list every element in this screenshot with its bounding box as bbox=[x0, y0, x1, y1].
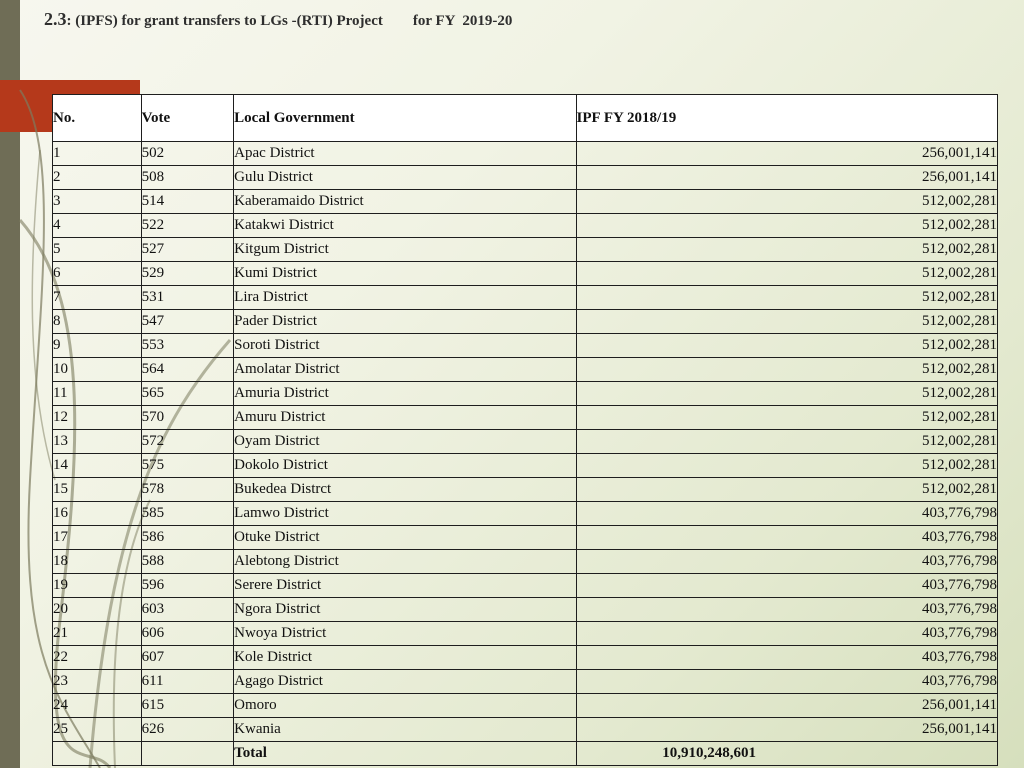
row-ipf-value: 256,001,141 bbox=[576, 694, 997, 718]
row-local-government: Amuru District bbox=[234, 406, 576, 430]
row-vote: 502 bbox=[141, 142, 234, 166]
row-ipf-value: 512,002,281 bbox=[576, 238, 997, 262]
table-row bbox=[53, 382, 998, 406]
table-row bbox=[53, 550, 998, 574]
row-no: 20 bbox=[53, 598, 142, 622]
table-row bbox=[53, 214, 998, 238]
row-no: 21 bbox=[53, 622, 142, 646]
table-row bbox=[53, 454, 998, 478]
row-ipf-value: 403,776,798 bbox=[576, 598, 997, 622]
row-no: 22 bbox=[53, 646, 142, 670]
row-vote: 575 bbox=[141, 454, 234, 478]
table-row bbox=[53, 622, 998, 646]
row-vote: 572 bbox=[141, 430, 234, 454]
row-ipf-value: 403,776,798 bbox=[576, 646, 997, 670]
row-local-government: Nwoya District bbox=[234, 622, 576, 646]
row-no: 8 bbox=[53, 310, 142, 334]
row-ipf-value: 512,002,281 bbox=[576, 310, 997, 334]
header-local-government: Local Government bbox=[234, 95, 576, 142]
row-local-government: Kwania bbox=[234, 718, 576, 742]
row-no: 23 bbox=[53, 670, 142, 694]
row-ipf-value: 512,002,281 bbox=[576, 286, 997, 310]
row-vote: 611 bbox=[141, 670, 234, 694]
row-no: 2 bbox=[53, 166, 142, 190]
row-local-government: Kumi District bbox=[234, 262, 576, 286]
row-vote: 529 bbox=[141, 262, 234, 286]
row-vote: 606 bbox=[141, 622, 234, 646]
table-row bbox=[53, 718, 998, 742]
row-vote: 547 bbox=[141, 310, 234, 334]
row-no: 4 bbox=[53, 214, 142, 238]
row-no: 18 bbox=[53, 550, 142, 574]
header-no: No. bbox=[53, 95, 142, 142]
row-no: 13 bbox=[53, 430, 142, 454]
row-ipf-value: 256,001,141 bbox=[576, 166, 997, 190]
row-vote: 527 bbox=[141, 238, 234, 262]
row-vote: 553 bbox=[141, 334, 234, 358]
row-no: 11 bbox=[53, 382, 142, 406]
row-ipf-value: 512,002,281 bbox=[576, 262, 997, 286]
row-no: 14 bbox=[53, 454, 142, 478]
row-local-government: Gulu District bbox=[234, 166, 576, 190]
table-row bbox=[53, 670, 998, 694]
total-value: 10,910,248,601 bbox=[576, 742, 997, 766]
title-text: : (IPFS) for grant transfers to LGs -(RTI) Project bbox=[66, 13, 383, 29]
table-row bbox=[53, 238, 998, 262]
table-row bbox=[53, 694, 998, 718]
row-ipf-value: 512,002,281 bbox=[576, 334, 997, 358]
row-no: 17 bbox=[53, 526, 142, 550]
row-local-government: Dokolo District bbox=[234, 454, 576, 478]
row-ipf-value: 403,776,798 bbox=[576, 574, 997, 598]
row-no: 1 bbox=[53, 142, 142, 166]
table-row bbox=[53, 430, 998, 454]
ipf-table bbox=[52, 94, 998, 766]
row-local-government: Katakwi District bbox=[234, 214, 576, 238]
row-vote: 615 bbox=[141, 694, 234, 718]
row-local-government: Pader District bbox=[234, 310, 576, 334]
row-vote: 508 bbox=[141, 166, 234, 190]
row-ipf-value: 512,002,281 bbox=[576, 214, 997, 238]
title-fiscal-year: for FY 2019-20 bbox=[412, 13, 513, 29]
row-local-government: Agago District bbox=[234, 670, 576, 694]
table-row bbox=[53, 262, 998, 286]
row-no: 15 bbox=[53, 478, 142, 502]
header-vote: Vote bbox=[141, 95, 234, 142]
row-no: 16 bbox=[53, 502, 142, 526]
row-ipf-value: 512,002,281 bbox=[576, 454, 997, 478]
row-ipf-value: 403,776,798 bbox=[576, 670, 997, 694]
row-vote: 588 bbox=[141, 550, 234, 574]
row-local-government: Alebtong District bbox=[234, 550, 576, 574]
row-local-government: Oyam District bbox=[234, 430, 576, 454]
row-vote: 585 bbox=[141, 502, 234, 526]
row-ipf-value: 256,001,141 bbox=[576, 142, 997, 166]
row-local-government: Otuke District bbox=[234, 526, 576, 550]
table-row bbox=[53, 142, 998, 166]
row-local-government: Lamwo District bbox=[234, 502, 576, 526]
row-no: 7 bbox=[53, 286, 142, 310]
row-local-government: Amolatar District bbox=[234, 358, 576, 382]
total-empty-no bbox=[53, 742, 142, 766]
row-local-government: Ngora District bbox=[234, 598, 576, 622]
table-row bbox=[53, 478, 998, 502]
row-local-government: Omoro bbox=[234, 694, 576, 718]
row-local-government: Apac District bbox=[234, 142, 576, 166]
table-row bbox=[53, 358, 998, 382]
row-local-government: Kaberamaido District bbox=[234, 190, 576, 214]
row-vote: 522 bbox=[141, 214, 234, 238]
row-vote: 578 bbox=[141, 478, 234, 502]
row-no: 12 bbox=[53, 406, 142, 430]
row-ipf-value: 512,002,281 bbox=[576, 358, 997, 382]
total-label: Total bbox=[234, 742, 576, 766]
row-vote: 570 bbox=[141, 406, 234, 430]
table-row bbox=[53, 574, 998, 598]
table-row bbox=[53, 334, 998, 358]
table-row bbox=[53, 406, 998, 430]
row-ipf-value: 403,776,798 bbox=[576, 502, 997, 526]
row-vote: 626 bbox=[141, 718, 234, 742]
title-number: 2.3 bbox=[44, 9, 67, 29]
table-row bbox=[53, 166, 998, 190]
row-local-government: Kitgum District bbox=[234, 238, 576, 262]
row-vote: 586 bbox=[141, 526, 234, 550]
total-empty-vote bbox=[141, 742, 234, 766]
row-ipf-value: 512,002,281 bbox=[576, 382, 997, 406]
table-header-row bbox=[53, 95, 998, 142]
row-no: 25 bbox=[53, 718, 142, 742]
row-ipf-value: 512,002,281 bbox=[576, 190, 997, 214]
row-no: 9 bbox=[53, 334, 142, 358]
row-local-government: Bukedea Distrct bbox=[234, 478, 576, 502]
row-local-government: Serere District bbox=[234, 574, 576, 598]
table-row bbox=[53, 502, 998, 526]
row-no: 10 bbox=[53, 358, 142, 382]
row-ipf-value: 403,776,798 bbox=[576, 526, 997, 550]
row-local-government: Lira District bbox=[234, 286, 576, 310]
table-body bbox=[53, 142, 998, 766]
table-row bbox=[53, 526, 998, 550]
row-vote: 603 bbox=[141, 598, 234, 622]
row-no: 5 bbox=[53, 238, 142, 262]
row-local-government: Soroti District bbox=[234, 334, 576, 358]
table-total-row bbox=[53, 742, 998, 766]
table-row bbox=[53, 190, 998, 214]
row-local-government: Kole District bbox=[234, 646, 576, 670]
row-no: 3 bbox=[53, 190, 142, 214]
row-ipf-value: 512,002,281 bbox=[576, 478, 997, 502]
row-ipf-value: 403,776,798 bbox=[576, 550, 997, 574]
table-row bbox=[53, 286, 998, 310]
row-local-government: Amuria District bbox=[234, 382, 576, 406]
row-no: 6 bbox=[53, 262, 142, 286]
row-no: 24 bbox=[53, 694, 142, 718]
row-no: 19 bbox=[53, 574, 142, 598]
header-ipf: IPF FY 2018/19 bbox=[576, 95, 997, 142]
row-ipf-value: 512,002,281 bbox=[576, 430, 997, 454]
row-vote: 514 bbox=[141, 190, 234, 214]
row-vote: 596 bbox=[141, 574, 234, 598]
page-title bbox=[44, 9, 512, 30]
table-row bbox=[53, 598, 998, 622]
row-ipf-value: 512,002,281 bbox=[576, 406, 997, 430]
row-ipf-value: 403,776,798 bbox=[576, 622, 997, 646]
table-row bbox=[53, 310, 998, 334]
row-vote: 607 bbox=[141, 646, 234, 670]
row-ipf-value: 256,001,141 bbox=[576, 718, 997, 742]
row-vote: 564 bbox=[141, 358, 234, 382]
table-row bbox=[53, 646, 998, 670]
row-vote: 565 bbox=[141, 382, 234, 406]
row-vote: 531 bbox=[141, 286, 234, 310]
